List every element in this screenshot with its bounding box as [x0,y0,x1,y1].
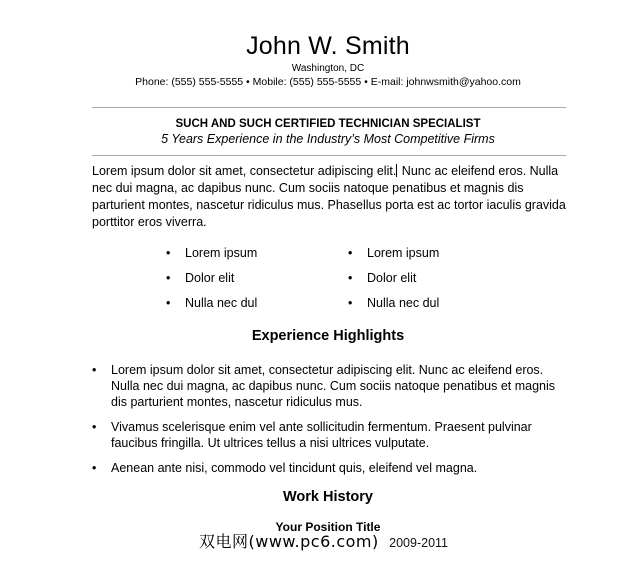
position-title: Your Position Title [275,520,381,534]
experience-item: • Lorem ipsum dolor sit amet, consectetur adipiscing elit. Nunc ac eleifend eros. Nulla nec dui magna, ac dapibus nunc. Cum sociis natoque penatibus et magnis dis parturient montes, nascetur ridiculus mus. [92,362,572,410]
watermark: 双电网(www.pc6.com) [199,532,379,551]
experience-item: • Aenean ante nisi, commodo vel tincidunt quis, eleifend vel magna. [92,460,572,476]
candidate-name: John W. Smith [246,32,410,60]
certification-title: SUCH AND SUCH CERTIFIED TECHNICIAN SPECIALIST [175,118,481,130]
summary-text-after: Nunc ac eleifend eros. Nulla nec dui magna, ac dapibus nunc. Cum sociis natoque penatibus et magnis dis parturient montes, nascetur ridiculus mus. Phasellus porta est ac tortor iaculis gravida porttitor eros viverra. [92,164,566,229]
experience-heading: Experience Highlights [251,328,405,344]
skills-column-1 [166,241,257,316]
position-dates: 2009-2011 [389,536,448,550]
skill-item: • Dolor elit [166,266,257,291]
skill-item: • Nulla nec dul [166,291,257,316]
contact-line: Phone: (555) 555-5555 • Mobile: (555) 555-5555 • E-mail: johnwsmith@yahoo.com [135,76,521,88]
summary-paragraph[interactable] [92,163,570,231]
skill-item: • Lorem ipsum [166,241,257,266]
skill-item: • Lorem ipsum [348,241,439,266]
divider-bottom [92,155,566,156]
candidate-location: Washington, DC [291,63,365,74]
divider-top [92,107,566,108]
experience-item: • Vivamus scelerisque enim vel ante sollicitudin fermentum. Praesent pulvinar faucibus fringilla. Ut ultrices tellus a nisi ultrices vulputate. [92,419,572,451]
summary-text-before: Lorem ipsum dolor sit amet, consectetur adipiscing elit. [92,164,397,178]
skills-column-2 [348,241,439,316]
certification-subtitle: 5 Years Experience in the Industry’s Most Competitive Firms [161,132,495,146]
work-history-heading: Work History [283,489,373,505]
skill-item: • Nulla nec dul [348,291,439,316]
experience-list [92,362,572,485]
skill-item: • Dolor elit [348,266,439,291]
